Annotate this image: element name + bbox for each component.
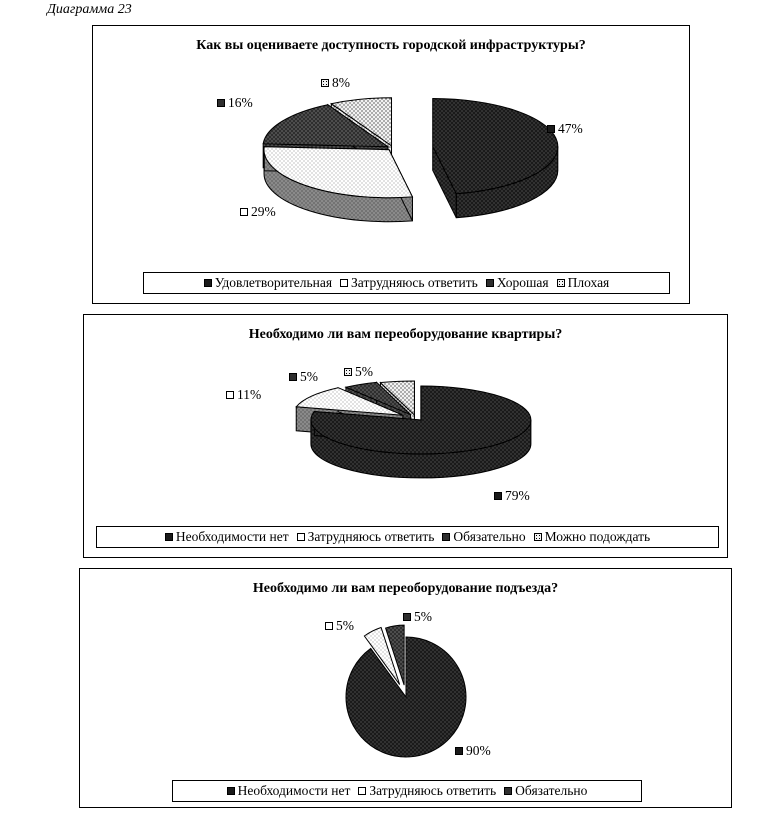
data-label-text: 79% bbox=[505, 488, 530, 503]
label-swatch bbox=[494, 492, 502, 500]
data-label-text: 5% bbox=[355, 364, 373, 379]
legend-label: Затрудняюсь ответить bbox=[307, 529, 435, 544]
label-swatch bbox=[325, 622, 333, 630]
legend-label: Хорошая bbox=[496, 275, 549, 290]
legend-swatch bbox=[165, 533, 173, 541]
data-label bbox=[325, 618, 354, 634]
legend bbox=[172, 780, 642, 802]
legend-swatch bbox=[340, 279, 348, 287]
legend-label: Плохая bbox=[567, 275, 610, 290]
legend-swatch bbox=[227, 787, 235, 795]
legend-swatch bbox=[358, 787, 366, 795]
data-label-text: 29% bbox=[251, 204, 276, 219]
label-swatch bbox=[321, 79, 329, 87]
chart-title: Необходимо ли вам переоборудование подъезда? bbox=[252, 581, 559, 596]
pie-chart bbox=[80, 569, 733, 809]
legend-swatch bbox=[534, 533, 542, 541]
pie-slice bbox=[346, 637, 466, 757]
legend bbox=[143, 272, 670, 294]
legend-item bbox=[204, 275, 332, 291]
data-label bbox=[217, 95, 253, 111]
legend-item bbox=[486, 275, 549, 291]
data-label-text: 90% bbox=[466, 743, 491, 758]
data-label-text: 11% bbox=[237, 387, 262, 402]
legend-label: Можно подождать bbox=[544, 529, 651, 544]
data-label-text: 47% bbox=[558, 121, 583, 136]
label-swatch bbox=[344, 368, 352, 376]
legend-label: Затрудняюсь ответить bbox=[351, 275, 478, 290]
legend bbox=[96, 526, 719, 548]
figure-caption: Диаграмма 23 bbox=[47, 2, 132, 17]
legend-item bbox=[297, 529, 435, 545]
legend-swatch bbox=[557, 279, 565, 287]
label-swatch bbox=[217, 99, 225, 107]
legend-label: Обязательно bbox=[515, 783, 588, 798]
data-label bbox=[226, 387, 261, 403]
legend-item bbox=[227, 783, 351, 799]
label-swatch bbox=[455, 747, 463, 755]
data-label bbox=[547, 121, 583, 137]
legend-item bbox=[442, 529, 525, 545]
data-label-text: 5% bbox=[336, 618, 354, 633]
pie-slice bbox=[264, 147, 412, 222]
label-swatch bbox=[403, 613, 411, 621]
legend-swatch bbox=[297, 533, 305, 541]
data-label-text: 5% bbox=[300, 369, 318, 384]
legend-swatch bbox=[204, 279, 212, 287]
legend-label: Удовлетворительная bbox=[214, 275, 333, 290]
data-label bbox=[494, 488, 530, 504]
label-swatch bbox=[547, 125, 555, 133]
data-label bbox=[321, 75, 350, 91]
legend-item bbox=[165, 529, 289, 545]
data-label bbox=[403, 609, 432, 625]
label-swatch bbox=[226, 391, 234, 399]
data-label bbox=[289, 369, 318, 385]
legend-label: Обязательно bbox=[453, 529, 526, 544]
pie-slice bbox=[433, 99, 558, 218]
legend-swatch bbox=[486, 279, 494, 287]
chart-panel-entrance bbox=[79, 568, 732, 808]
data-label-text: 8% bbox=[332, 75, 350, 90]
legend-item bbox=[534, 529, 651, 545]
legend-swatch bbox=[442, 533, 450, 541]
legend-item bbox=[340, 275, 478, 291]
chart-panel-apartment bbox=[83, 314, 728, 558]
label-swatch bbox=[240, 208, 248, 216]
chart-title: Как вы оцениваете доступность городской инфраструктуры? bbox=[196, 38, 586, 53]
legend-item bbox=[504, 783, 587, 799]
data-label-text: 5% bbox=[414, 609, 432, 624]
label-swatch bbox=[289, 373, 297, 381]
legend-label: Затрудняюсь ответить bbox=[369, 783, 497, 798]
legend-label: Необходимости нет bbox=[237, 783, 351, 798]
data-label bbox=[455, 743, 491, 759]
chart-title: Необходимо ли вам переоборудование квартиры? bbox=[248, 327, 563, 342]
legend-label: Необходимости нет bbox=[175, 529, 289, 544]
data-label bbox=[344, 364, 373, 380]
pie-chart bbox=[84, 315, 729, 559]
data-label-text: 16% bbox=[228, 95, 253, 110]
chart-panel-infrastructure bbox=[92, 25, 690, 304]
data-label bbox=[240, 204, 276, 220]
legend-item bbox=[557, 275, 610, 291]
pie-chart bbox=[93, 26, 691, 305]
legend-swatch bbox=[504, 787, 512, 795]
legend-item bbox=[358, 783, 496, 799]
